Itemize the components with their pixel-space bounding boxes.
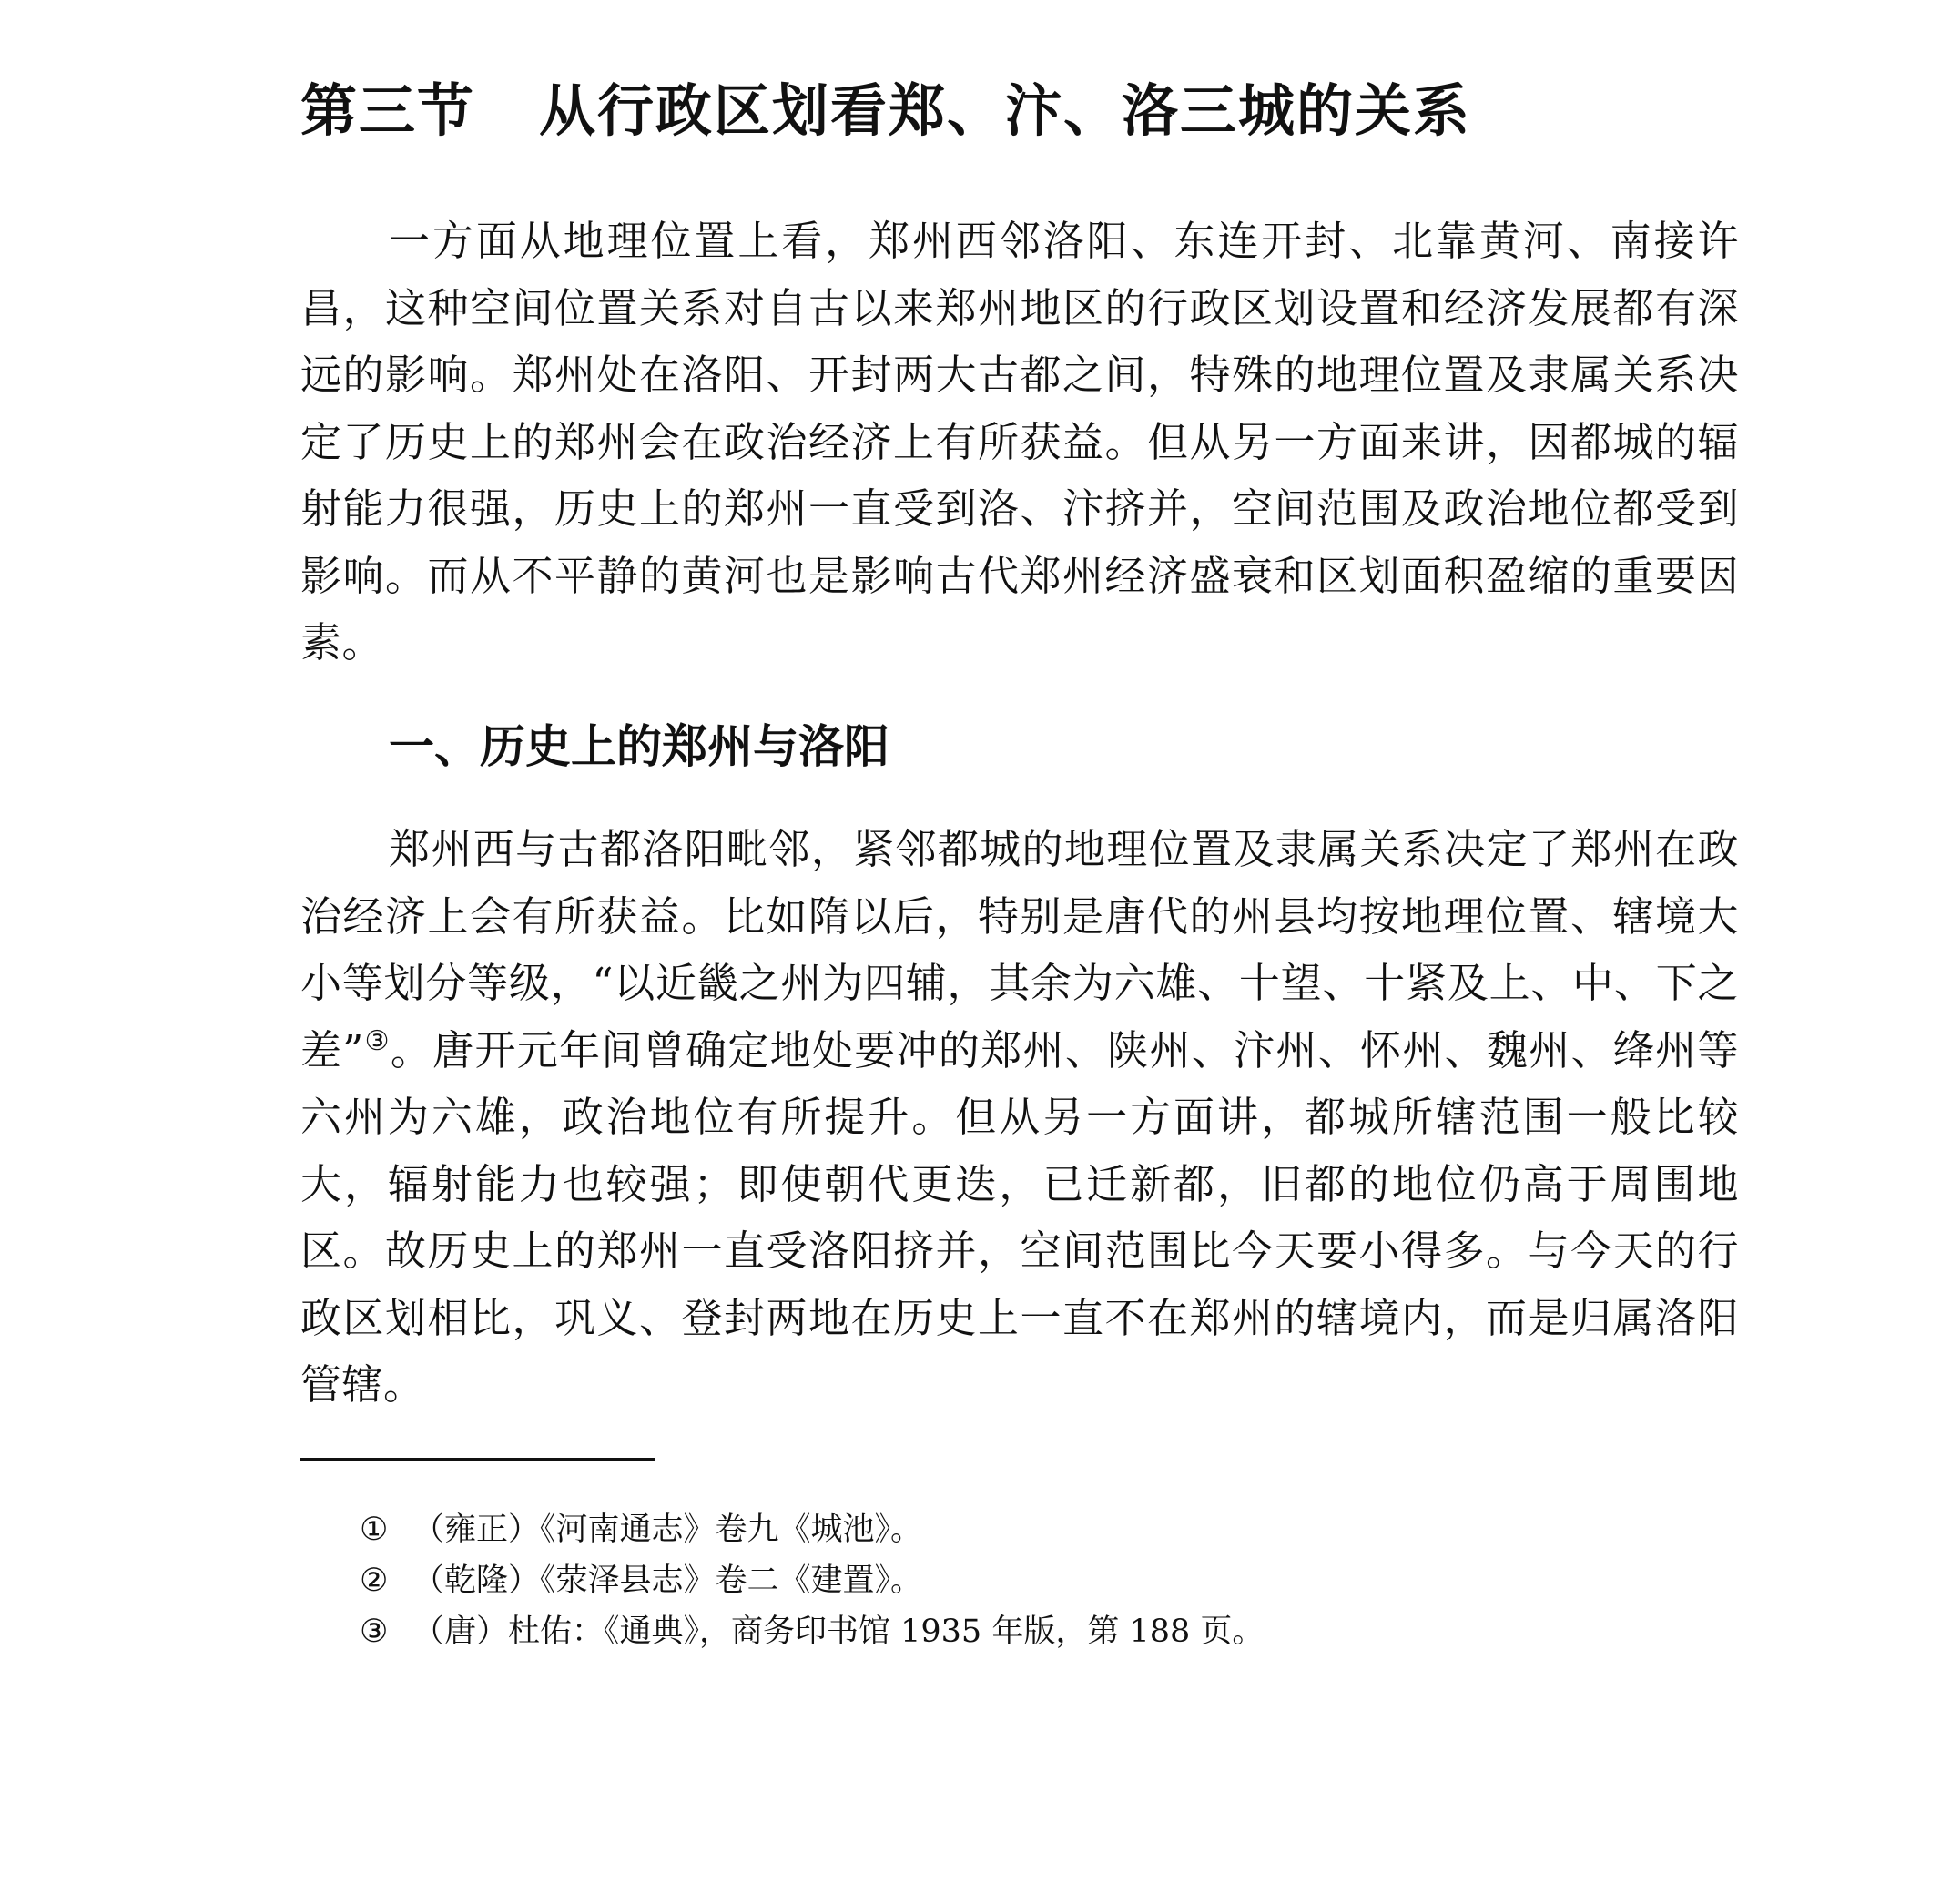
paragraph-text-part2: 。唐开元年间曾确定地处要冲的郑州、陕州、汴州、怀州、魏州、绛州等六州为六雄，政治地位有所提升。但从另一方面讲，都城所辖范围一般比较大，辐射能力也较强；即使朝代更迭，已迁新都，旧都的地位仍高于周围地区。故历史上的郑州一直受洛阳挤并，空间范围比今天要小得多。与今天的行政区划相比，巩义、登封两地在历史上一直不在郑州的辖境内，而是归属洛阳管辖。 [300,1025,1739,1409]
body-paragraph [300,816,1739,1419]
footnote-mark: ② [360,1563,389,1599]
footnote-mark: ① [360,1512,389,1548]
paragraph-text-part1: 郑州西与古都洛阳毗邻，紧邻都城的地理位置及隶属关系决定了郑州在政治经济上会有所获益。比如隋以后，特别是唐代的州县均按地理位置、辖境大小等划分等级，“以近畿之州为四辅，其余为六雄、十望、十紧及上、中、下之差” [300,825,1739,1074]
footnote-mark: ③ [360,1614,389,1650]
footnote-item [360,1555,1725,1606]
section-title-text: 从行政区划看郑、汴、洛三城的关系 [539,77,1472,144]
footnote-text: （雍正）《河南通志》卷九《城池》。 [412,1512,923,1548]
footnote-text: （乾隆）《荥泽县志》卷二《建置》。 [412,1563,923,1599]
footnote-item [360,1606,1725,1657]
footnote-item [360,1504,1725,1555]
intro-paragraph: 一方面从地理位置上看，郑州西邻洛阳、东连开封、北靠黄河、南接许昌，这种空间位置关系对自古以来郑州地区的行政区划设置和经济发展都有深远的影响。郑州处在洛阳、开封两大古都之间，特殊的地理位置及隶属关系决定了历史上的郑州会在政治经济上有所获益。但从另一方面来讲，因都城的辐射能力很强，历史上的郑州一直受到洛、汴挤并，空间范围及政治地位都受到影响。而从不平静的黄河也是影响古代郑州经济盛衰和区划面积盈缩的重要因素。 [300,217,1739,667]
subsection-heading: 一、历史上的郑州与洛阳 [389,720,889,773]
section-number: 第三节 [300,77,476,144]
footnote-separator [300,1458,655,1461]
footnote-text: （唐）杜佑：《通典》，商务印书馆 1935 年版，第 188 页。 [412,1614,1265,1650]
footnote-reference[interactable]: ③ [363,1024,391,1057]
footnote-list [360,1504,1725,1657]
section-title [300,75,1648,148]
